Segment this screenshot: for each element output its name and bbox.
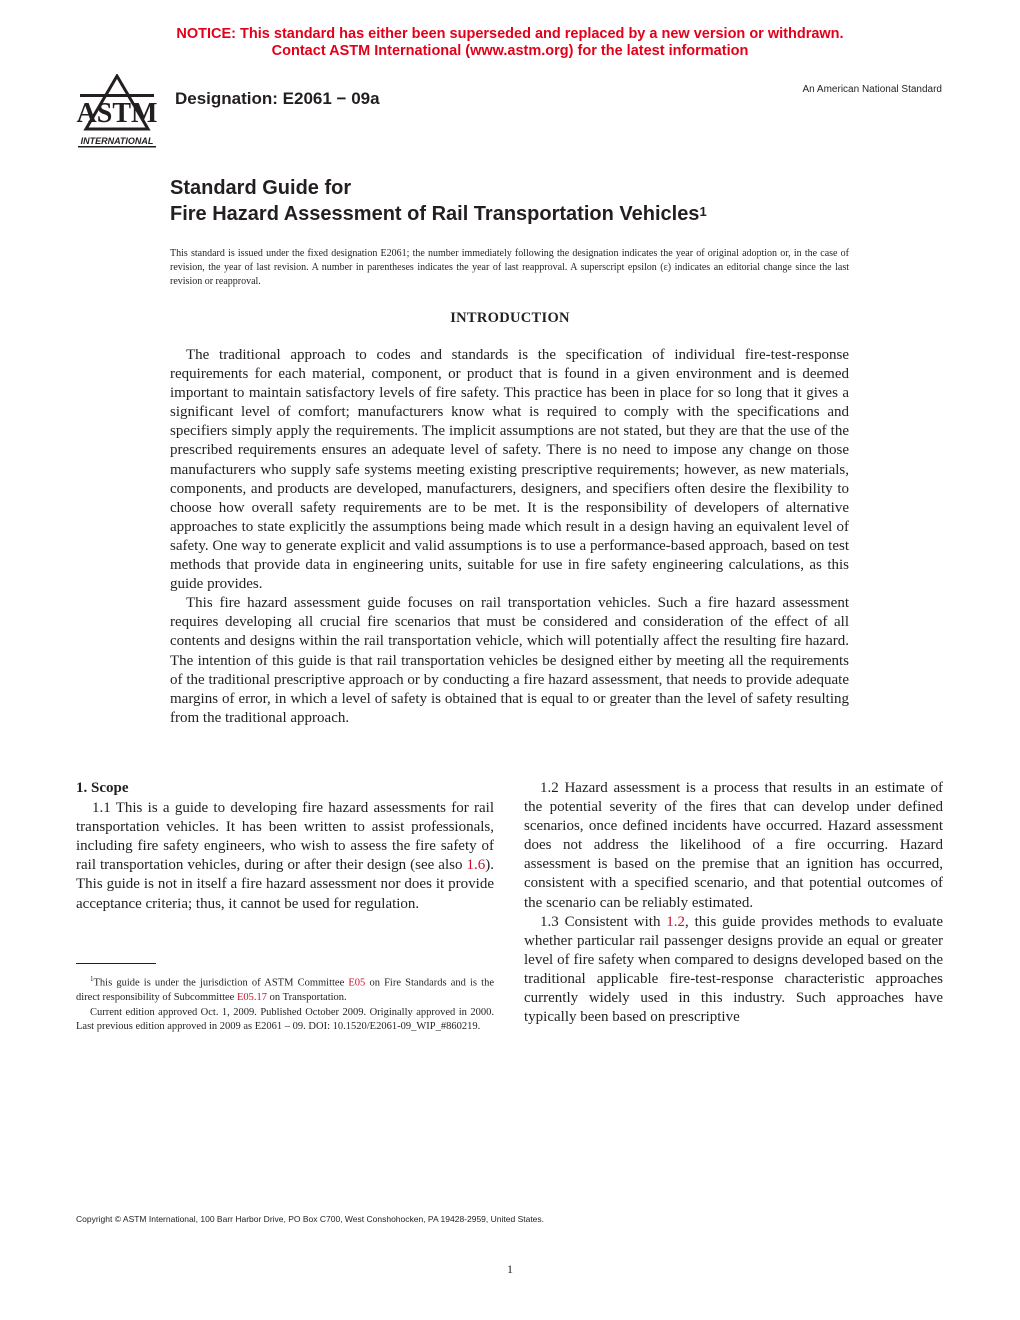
title-line-2 [170,201,707,227]
footnote-text-a: This guide is under the jurisdiction of ASTM Committee [93,977,349,989]
national-standard-label: An American National Standard [802,84,942,95]
section-1-1-text-b: ). This guide is not in itself a fire hazard assessment nor does it provide acceptance criteria; thus, it cannot be used for regulation. [76,857,494,912]
copyright: Copyright © ASTM International, 100 Barr Harbor Drive, PO Box C700, West Conshohocken, PA 19428-2959, United States. [76,1214,545,1224]
footnote-text-c: on Transportation. [267,992,347,1004]
footnote-divider [76,963,156,964]
footnote-edition: Current edition approved Oct. 1, 2009. Published October 2009. Originally approved in 2000. Last previous edition approved in 2009 as E2061 – 09. DOI: 10.1520/E2061-09_WIP_#860219. [76,1006,494,1033]
notice-line-2: Contact ASTM International (www.astm.org) for the latest information [271,43,749,59]
ref-link-1-2[interactable]: 1.2 [666,913,686,930]
section-1-2: 1.2 Hazard assessment is a process that results in an estimate of the potential severity of the fires that can develop under defined scenarios, once defined incidents have occurred. Hazard assessment does not address the likelihood of a fire occurring. Hazard assessment is based on the premise that an ignition has occurred, consistent with a specified scenario, and that potential outcomes of the scenario can be reliably estimated. [524,780,943,911]
footnote-text-b: on Fire Standards and is the direct responsibility of Subcommittee [76,977,494,1004]
section-1-3-text-b: , this guide provides methods to evaluate whether particular rail passenger designs provide an equal or greater level of fire safety when compared to designs developed based on the traditional applicable fire-test-response characteristic approaches currently widely used in this industry. Such approaches have typically been based on prescriptive [524,913,943,1026]
section-1-3-text-a: 1.3 Consistent with [540,913,667,930]
introduction-paragraph-1: The traditional approach to codes and standards is the specification of individual fire-test-response requirements for each material, component, or product that is found in a given environment and is deemed important to maintain satisfactory levels of fire safety. This practice has been in place for so long that it gives a significant level of comfort; manufacturers know what is required to comply with the specifications and specifiers simply apply the requirements. The implicit assumptions are not stated, but they are that the use of the prescribed requirements ensures an adequate level of safety. There is no need to impose any change on those manufacturers who supply safe systems meeting existing prescriptive requirements; however, as new materials, components, and products are developed, manufacturers, designers, and specifiers often desire the flexibility to choose how overall safety requirements are to be met. It is the responsibility of developers of alternative approaches to state explicitly the assumptions being made which result in a design having an equivalent level of safety. One way to generate explicit and valid assumptions is to use a performance-based approach, based on test methods that provide data in engineering units, suitable for use in fire safety engineering calculations, as this guide provides. [170,347,849,593]
ref-link-e05-17[interactable]: E05.17 [236,992,268,1004]
logo-international-text: INTERNATIONAL [80,136,154,146]
designation: Designation: E2061 − 09a [175,89,380,108]
right-column [524,779,943,1027]
footnote-mark: 1 [90,975,94,983]
left-column [76,779,494,914]
ref-link-1-6[interactable]: 1.6 [466,857,486,874]
issued-note: This standard is issued under the fixed designation E2061; the number immediately following the designation indicates the year of original adoption or, in the case of revision, the year of last revision. A number in parentheses indicates the year of last reapproval. A superscript epsilon (ε) indicates an editorial change since the last revision or reapproval. [170,248,849,287]
scope-heading: 1. Scope [76,780,129,796]
astm-logo-icon [72,74,162,150]
title-line-2-text: Fire Hazard Assessment of Rail Transportation Vehicles [170,203,700,225]
introduction-paragraph-2: This fire hazard assessment guide focuses on rail transportation vehicles. Such a fire hazard assessment requires developing all crucial fire scenarios that must be considered and consideration of the effect of all contents and designs within the rail transportation vehicle, which will potentially affect the resulting fire hazard. The intention of this guide is that rail transportation vehicles be designed either by meeting all the requirements of the traditional prescriptive approach or by conducting a fire hazard assessment, that needs to provide adequate margins of error, in which a level of safety is obtained that is equal to or greater than the level of safety resulting from the traditional approach. [170,595,849,726]
supersede-notice [0,26,1020,60]
section-1-1-text-a: 1.1 This is a guide to developing fire hazard assessments for rail transportation vehicles. It has been written to assist professionals, including fire safety engineers, who wish to assess the fire safety of rail transportation vehicles, during or after their design (see also [76,800,494,874]
section-1-3 [524,913,943,1028]
footnote [76,972,494,1035]
title-footnote-mark: 1 [699,204,707,219]
page-number: 1 [507,1262,513,1276]
logo-astm-text: ASTM [76,98,158,129]
ref-link-e05[interactable]: E05 [348,977,366,989]
introduction-body [170,346,849,728]
title-line-1: Standard Guide for [170,177,352,199]
introduction-heading: INTRODUCTION [450,310,570,326]
document-title [170,175,707,227]
footnote-jurisdiction [76,972,494,1006]
section-1-1 [76,799,494,914]
notice-line-1: NOTICE: This standard has either been superseded and replaced by a new version or withdrawn. [176,26,844,42]
